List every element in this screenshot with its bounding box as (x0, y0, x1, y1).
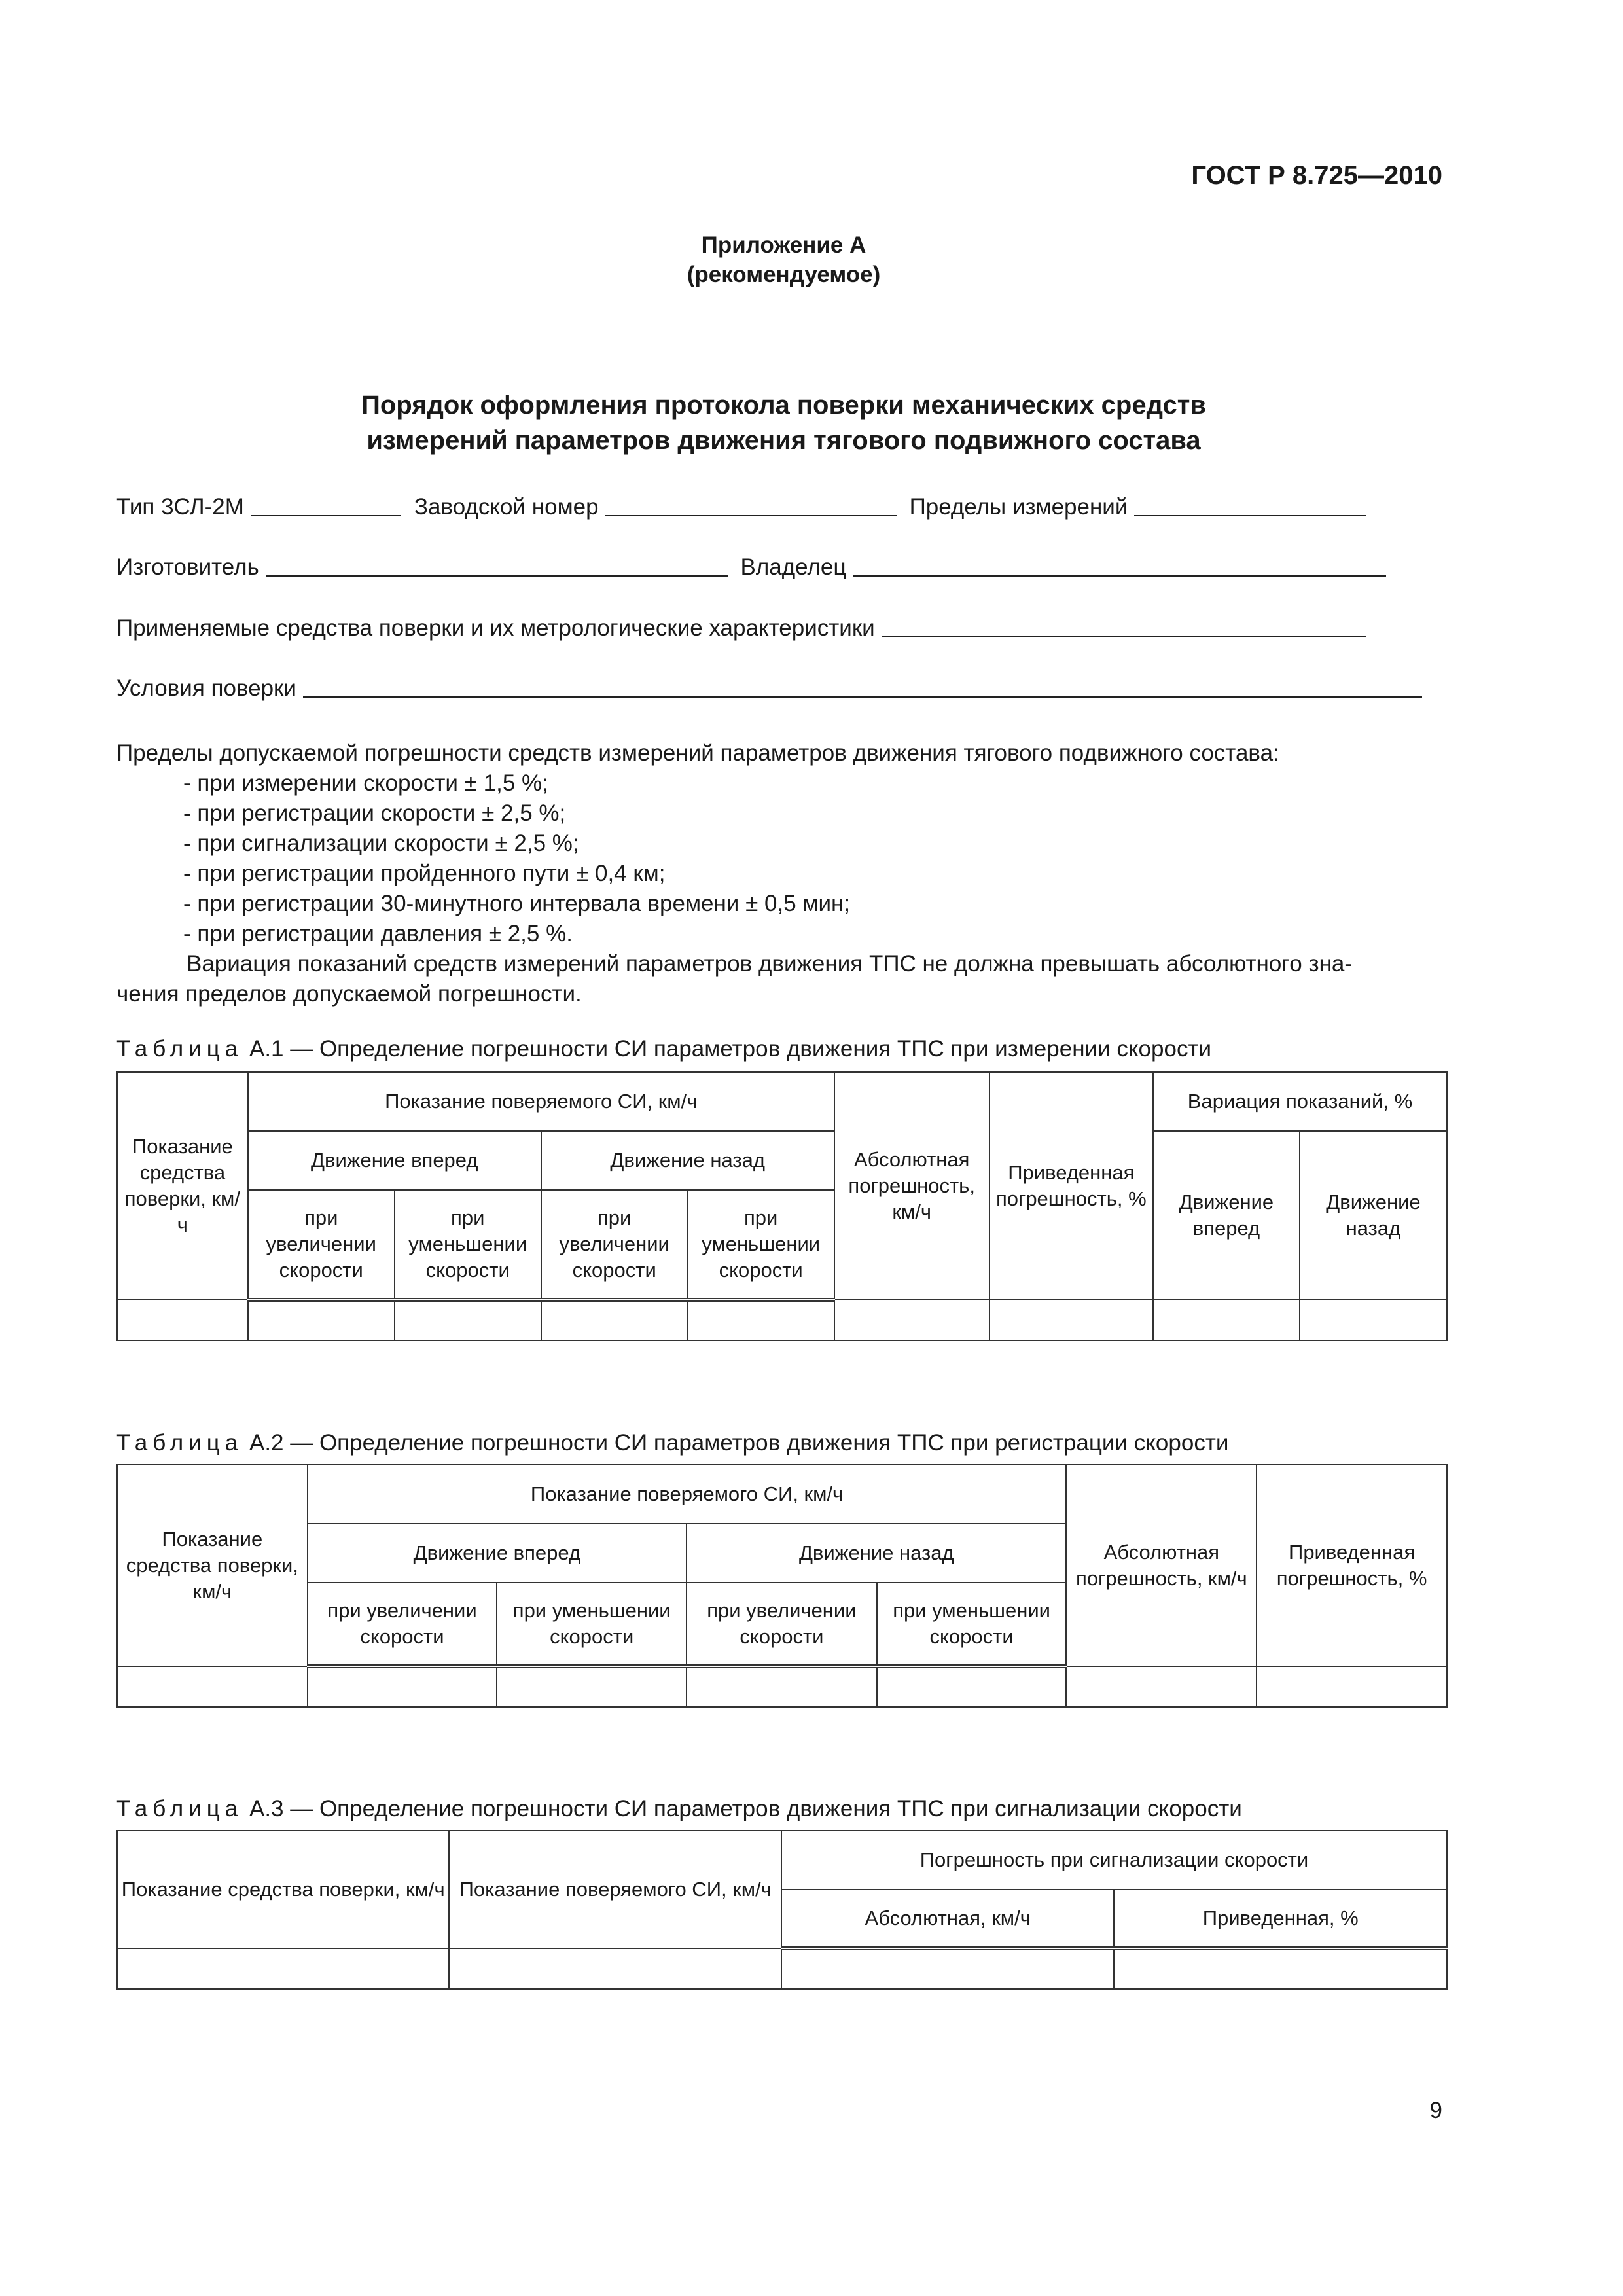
t2-col-backward: Движение назад (687, 1524, 1066, 1583)
t1-col-var-backward: Движение назад (1300, 1131, 1447, 1300)
table-cell[interactable] (1066, 1666, 1257, 1707)
t3-col-signal-error: Погрешность при сигнализации скорости (781, 1831, 1447, 1890)
t2-col-abs-error: Абсолютная погрешность, км/ч (1066, 1465, 1257, 1666)
conditions-label: Условия поверки (116, 675, 296, 701)
table-1-caption-word: Таблица (116, 1036, 243, 1062)
t2-col-fwd-increase: при увеличении скорости (308, 1583, 497, 1666)
limits-list-item: - при регистрации пройденного пути ± 0,4 км; (183, 859, 850, 889)
table-3-caption-word: Таблица (116, 1796, 243, 1821)
limits-blank[interactable] (1134, 515, 1366, 516)
appendix-status: (рекомендуемое) (687, 262, 881, 287)
t2-col-bwd-decrease: при уменьшении скорости (877, 1583, 1067, 1666)
appendix-label: Приложение А (701, 232, 866, 258)
limits-list-item: - при измерении скорости ± 1,5 %; (183, 768, 850, 798)
t1-col-backward: Движение назад (541, 1131, 834, 1190)
t1-col-bwd-decrease: при уменьшении скорости (688, 1190, 834, 1300)
table-cell[interactable] (308, 1666, 497, 1707)
limits-list-item: - при регистрации давления ± 2,5 %. (183, 919, 850, 949)
table-cell[interactable] (117, 1666, 308, 1707)
table-cell[interactable] (877, 1666, 1067, 1707)
serial-blank[interactable] (605, 515, 897, 516)
table-cell[interactable] (497, 1666, 687, 1707)
table-row (117, 1300, 1447, 1340)
variation-note-line-2: чения пределов допускаемой погрешности. (116, 981, 582, 1007)
table-cell[interactable] (117, 1948, 449, 1989)
t1-col-abs-error: Абсолютная погрешность, км/ч (834, 1072, 990, 1300)
conditions-blank[interactable] (303, 696, 1422, 698)
limits-label: Пределы измерений (909, 494, 1128, 520)
t2-col-reference: Показание средства поверки, км/ч (117, 1465, 308, 1666)
manufacturer-label: Изготовитель (116, 554, 259, 580)
table-cell[interactable] (248, 1300, 395, 1340)
t1-col-reference: Показание средства поверки, км/ч (117, 1072, 248, 1300)
limits-list (183, 768, 850, 949)
form-row-conditions (116, 675, 1445, 702)
t2-col-tested: Показание поверяемого СИ, км/ч (308, 1465, 1067, 1524)
table-3-caption (116, 1796, 1242, 1822)
table-2-caption (116, 1430, 1228, 1456)
title-line-2: измерений параметров движения тягового подвижного состава (366, 426, 1201, 455)
table-cell[interactable] (395, 1300, 541, 1340)
table-cell[interactable] (117, 1300, 248, 1340)
limits-list-item: - при регистрации скорости ± 2,5 %; (183, 798, 850, 829)
t2-col-bwd-increase: при увеличении скорости (687, 1583, 877, 1666)
type-blank[interactable] (251, 515, 401, 516)
t2-col-forward: Движение вперед (308, 1524, 687, 1583)
owner-blank[interactable] (853, 575, 1386, 577)
t1-col-rel-error: Приведенная погрешность, % (990, 1072, 1153, 1300)
t1-col-var-forward: Движение вперед (1153, 1131, 1300, 1300)
t1-col-fwd-decrease: при уменьшении скорости (395, 1190, 541, 1300)
t2-col-rel-error: Приведенная погрешность, % (1257, 1465, 1447, 1666)
limits-intro: Пределы допускаемой погрешности средств измерений параметров движения тягового подвижного состава: (116, 740, 1279, 766)
table-3 (116, 1830, 1448, 1990)
table-cell[interactable] (687, 1666, 877, 1707)
t3-col-relative: Приведенная, % (1114, 1890, 1447, 1948)
table-3-caption-text: А.3 — Определение погрешности СИ параметров движения ТПС при сигнализации скорости (249, 1796, 1242, 1821)
owner-label: Владелец (740, 554, 847, 580)
table-1-caption-text: А.1 — Определение погрешности СИ параметров движения ТПС при измерении скорости (249, 1036, 1212, 1062)
limits-list-item: - при регистрации 30-минутного интервала времени ± 0,5 мин; (183, 889, 850, 919)
t1-col-tested: Показание поверяемого СИ, км/ч (248, 1072, 834, 1131)
table-2 (116, 1464, 1448, 1708)
means-blank[interactable] (882, 636, 1366, 637)
t1-col-forward: Движение вперед (248, 1131, 541, 1190)
means-label: Применяемые средства поверки и их метрологические характеристики (116, 615, 875, 641)
form-row-manufacturer (116, 554, 1386, 581)
table-1 (116, 1071, 1448, 1341)
t1-col-bwd-increase: при увеличении скорости (541, 1190, 688, 1300)
table-2-caption-text: А.2 — Определение погрешности СИ параметров движения ТПС при регистрации скорости (249, 1430, 1229, 1456)
table-cell[interactable] (541, 1300, 688, 1340)
t3-col-tested: Показание поверяемого СИ, км/ч (449, 1831, 781, 1948)
table-row (117, 1948, 1447, 1989)
t1-col-variation: Вариация показаний, % (1153, 1072, 1447, 1131)
t1-col-fwd-increase: при увеличении скорости (248, 1190, 395, 1300)
page-number: 9 (1429, 2098, 1442, 2123)
title-line-1: Порядок оформления протокола поверки механических средств (361, 391, 1206, 420)
table-cell[interactable] (781, 1948, 1115, 1989)
form-row-type (116, 494, 1386, 520)
document-code: ГОСТ Р 8.725—2010 (1191, 161, 1442, 190)
table-row (117, 1666, 1447, 1707)
t3-col-absolute: Абсолютная, км/ч (781, 1890, 1115, 1948)
table-cell[interactable] (1300, 1300, 1447, 1340)
table-cell[interactable] (449, 1948, 781, 1989)
table-cell[interactable] (1114, 1948, 1447, 1989)
t3-col-reference: Показание средства поверки, км/ч (117, 1831, 449, 1948)
t2-col-fwd-decrease: при уменьшении скорости (497, 1583, 687, 1666)
table-cell[interactable] (1257, 1666, 1447, 1707)
table-cell[interactable] (1153, 1300, 1300, 1340)
serial-label: Заводской номер (414, 494, 599, 520)
table-1-caption (116, 1036, 1211, 1062)
type-label: Тип 3СЛ-2М (116, 494, 244, 520)
manufacturer-blank[interactable] (266, 575, 728, 577)
limits-list-item: - при сигнализации скорости ± 2,5 %; (183, 829, 850, 859)
table-cell[interactable] (688, 1300, 834, 1340)
table-2-caption-word: Таблица (116, 1430, 243, 1456)
variation-note-line-1: Вариация показаний средств измерений параметров движения ТПС не должна превышать абсолютного зна- (187, 951, 1352, 977)
table-cell[interactable] (834, 1300, 990, 1340)
table-cell[interactable] (990, 1300, 1153, 1340)
form-row-means (116, 615, 1386, 641)
